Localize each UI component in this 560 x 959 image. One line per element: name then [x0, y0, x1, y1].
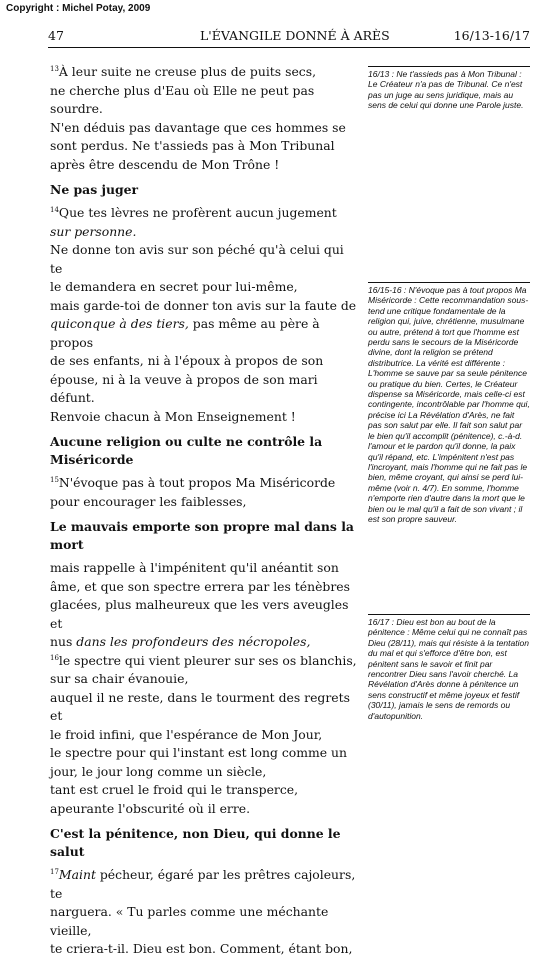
- text-line: N'en déduis pas davantage que ces hommes se: [50, 119, 346, 135]
- text-line: auquel il ne reste, dans le tourment des regrets et: [50, 689, 350, 723]
- text-line: glacées, plus malheureux que les vers aveugles et: [50, 597, 349, 631]
- margin-note-16-15-16: 16/15-16 : N'évoque pas à tout propos Ma Miséricorde : Cette recommandation sous-tend une critique fondamentale de la religion qui, juive, chrétienne, musulmane ou autre, prétend à tort que l'homme est perdu sans le secours de la Miséricorde divine, dont la religion se prétend distributrice. La vérité est différente : L'homme se sauve par sa seule pénitence ou pratique du bien. Certes, le Créateur dispense sa Miséricorde, mais celle-ci est contingente, incontrôlable par l'homme qui, précise ici La Révélation d'Arès, ne fait pas son salut par elle. Il fait son salut par le bien qu'il accomplit (pénitence), c.-à-d. l'amour et le pardon qu'il donne, la paix qu'il répand, etc. L'impénitent n'est pas l'incroyant, mais l'homme qui ne fait pas le bien, même croyant, qui ainsi se perd lui-même (voir n. 4/7). En somme, l'homme n'emporte rien d'autre dans la mort que le bien ou le mal qu'il a fait de son vivant ; il est son propre sauveur.: [368, 282, 530, 524]
- text-line: mais rappelle à l'impénitent qu'il anéantit son: [50, 560, 339, 575]
- main-text-column: [50, 63, 360, 959]
- text-line: tant est cruel le froid qui le transperce,: [50, 782, 299, 797]
- section-heading: Ne pas juger: [50, 182, 139, 197]
- text-line: le spectre pour qui l'instant est long comme un: [50, 745, 347, 760]
- text-line: narguera. « Tu parles comme une méchante vieille,: [50, 904, 329, 938]
- margin-note-16-17: 16/17 : Dieu est bon au bout de la pénitence : Même celui qui ne connaît pas Dieu (28/11), mais qui résiste à la tentation du mal et qui s'efforce d'être bon, est pénitent sans le savoir et finit par rencontrer Dieu sans l'avoir cherché. La Révélation d'Arès donne à pénitence un sens constructif et même joyeux et festif (30/11), jamais le sens de remords ou d'autopunition.: [368, 614, 530, 721]
- text-line: $^{15}$N'évoque pas à tout propos Ma Miséricorde: [50, 475, 336, 490]
- text-line: nus dans les profondeurs des nécropoles,: [50, 634, 311, 649]
- copyright-notice: Copyright : Michel Potay, 2009: [6, 3, 151, 14]
- text-line: mais garde-toi de donner ton avis sur la faute de: [50, 297, 357, 313]
- section-heading: Aucune religion ou culte ne contrôle la Miséricorde: [50, 434, 323, 467]
- verse-number: 17: [50, 868, 59, 876]
- text-line: sont perdus. Ne t'assieds pas à Mon Tribunal: [50, 138, 335, 153]
- text-line: quiconque à des tiers, pas même au père à propos: [50, 316, 320, 350]
- text-line: le demandera en secret pour lui-même,: [50, 279, 298, 294]
- verse-number: 14: [50, 206, 59, 214]
- text-line: te criera-t-il. Dieu est bon. Comment, étant bon,: [50, 941, 353, 956]
- text-line: après être descendu de Mon Trône !: [50, 156, 280, 172]
- verse-number: 15: [50, 476, 59, 484]
- verse-number: 16: [50, 653, 59, 662]
- text-line: ne cherche plus d'Eau où Elle ne peut pas sourdre.: [50, 82, 315, 116]
- text-line: $^{16}$le spectre qui vient pleurer sur ses os blanchis,: [50, 652, 357, 668]
- text-line: $^{14}$Que tes lèvres ne profèrent aucun jugement: [50, 205, 337, 220]
- text-line: sur sa chair évanouie,: [50, 671, 189, 686]
- text-line: apeurante l'obscurité où il erre.: [50, 800, 251, 816]
- book-title: L'ÉVANGILE DONNÉ À ARÈS: [200, 28, 390, 43]
- section-heading: C'est la pénitence, non Dieu, qui donne le salut: [50, 826, 341, 859]
- text-line: jour, le jour long comme un siècle,: [50, 763, 267, 779]
- text-line: épouse, ni à la veuve à propos de son mari défunt.: [50, 371, 318, 405]
- text-line: $^{13}$À leur suite ne creuse plus de puits secs,: [50, 64, 317, 79]
- header-rule: [48, 47, 530, 48]
- text-line: le froid infini, que l'espérance de Mon Jour,: [50, 726, 323, 742]
- margin-note-16-13: 16/13 : Ne t'assieds pas à Mon Tribunal : Le Créateur n'a pas de Tribunal. Ce n'est pas un juge au sens juridique, mais au sens de celui qui donne une Parole juste.: [368, 66, 530, 111]
- text-line: âme, et que son spectre errera par les ténèbres: [50, 578, 350, 594]
- verse-number: 13: [50, 65, 59, 73]
- text-line: sur personne.: [50, 223, 137, 239]
- page-number: 47: [48, 28, 64, 43]
- text-line: Renvoie chacun à Mon Enseignement !: [50, 408, 296, 424]
- text-line: $^{17}$Maint pécheur, égaré par les prêtres cajoleurs, te: [50, 867, 356, 901]
- text-line: de ses enfants, ni à l'époux à propos de son: [50, 353, 324, 368]
- verse-reference: 16/13-16/17: [453, 28, 530, 43]
- section-heading: Le mauvais emporte son propre mal dans la mort: [50, 519, 354, 552]
- text-line: pour encourager les faiblesses,: [50, 493, 247, 509]
- page-header: [48, 28, 530, 43]
- text-line: Ne donne ton avis sur son péché qu'à celui qui te: [50, 242, 344, 276]
